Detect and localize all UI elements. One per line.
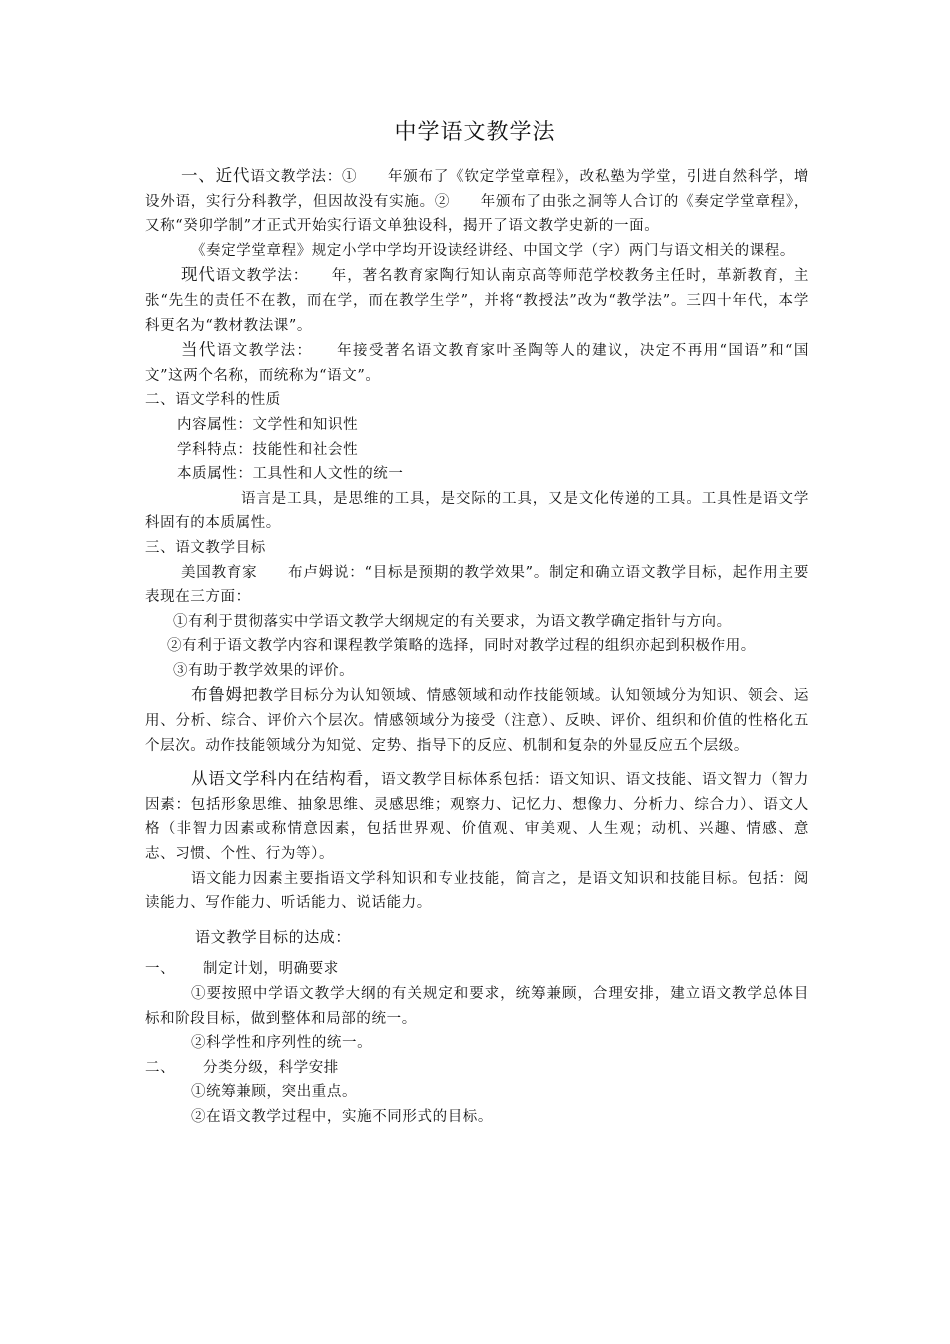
- list-item: ①有利于贯彻落实中学语文教学大纲规定的有关要求，为语文教学确定指针与方向。: [173, 613, 732, 630]
- list-item: ②科学性和序列性的统一。: [191, 1035, 373, 1052]
- paragraph-bloom-quote: 美国教育家 布卢姆说：“目标是预期的教学效果”。制定和确立语文教学目标，起作用主要表现在三方面：: [145, 564, 809, 606]
- paragraph-text: 语文教学目标体系包括：语文知识、语文技能、语文智力（智力因素：包括形象思维、抽象思维、灵感思维；观察力、记忆力、想像力、分析力、综合力）、语文人格（非智力因素或称情意因素，包括世界观、价值观、审美观、人生观；动机、兴趣、情感、意志、习惯、个性、行为等）。: [145, 772, 809, 863]
- paragraph-text: 语文教学法：① 年颁布了《钦定学堂章程》，改私塾为学堂，引进自然科学，增设外语，实行分科教学，但因故没有实施。② 年颁布了由张之洞等人合订的《奏定学堂章程》，又称“癸卯学制”才正式开始实行语文单独设科，揭开了语文教学史新的一面。: [145, 169, 809, 235]
- paragraph-contemporary: [145, 263, 809, 338]
- paragraph-text: 语文教学法： 年，著名教育家陶行知认南京高等师范学校教务主任时，革新教育，主张“先生的责任不在教，而在学，而在教学生学”，并将“教授法”改为“教学法”。三四十年代，本学科更名为“教材教法课”。: [145, 268, 809, 334]
- list-item: 内容属性：文学性和知识性: [177, 416, 359, 433]
- paragraph-zouding-charter: 《奏定学堂章程》规定小学中学均开设读经讲经、中国文学（字）两门与语文相关的课程。: [191, 242, 795, 259]
- list-item: ③有助于教学效果的评价。: [173, 662, 355, 679]
- step-number: 一、: [145, 961, 176, 978]
- list-item: ①统筹兼顾，突出重点。: [191, 1084, 358, 1101]
- section-heading-nature: 二、语文学科的性质: [145, 392, 281, 409]
- heading-achievement: 语文教学目标的达成：: [195, 927, 352, 946]
- document-title: 中学语文教学法: [394, 120, 556, 145]
- list-item: ②在语文教学过程中，实施不同形式的目标。: [191, 1108, 493, 1125]
- paragraph-lead: 从语文学科内在结构看，: [191, 769, 382, 789]
- step-heading: [145, 957, 809, 982]
- spacer: [145, 758, 809, 767]
- list-item: 学科特点：技能性和社会性: [177, 441, 359, 458]
- step-title: 分类分级，科学安排: [203, 1059, 339, 1076]
- paragraph-lead: 一、近代: [181, 166, 251, 185]
- step-title: 制定计划，明确要求: [203, 961, 339, 978]
- list-item: 本质属性：工具性和人文性的统一: [177, 466, 404, 483]
- paragraph-lead: 当代: [181, 340, 217, 360]
- paragraph-tool-nature: 语言是工具，是思维的工具，是交际的工具，又是文化传递的工具。工具性是语文学科固有的本质属性。: [145, 490, 809, 532]
- spacer: [145, 949, 809, 957]
- paragraph-lead: 布鲁姆: [191, 685, 243, 705]
- paragraph-bloom-domains: [145, 683, 809, 758]
- step-heading: [145, 1056, 809, 1081]
- section-heading-objectives: 三、语文教学目标: [145, 539, 266, 556]
- paragraph-current-era: [145, 338, 809, 388]
- paragraph-lead: 现代: [181, 265, 216, 285]
- document-body: [145, 164, 809, 1130]
- paragraph-text: 把教学目标分为认知领域、情感领域和动作技能领域。认知领域分为知识、领会、运用、分析、综合、评价六个层次。情感领域分为接受（注意）、反映、评价、组织和价值的性格化五个层次。动作技能领域分为知觉、定势、指导下的反应、机制和复杂的外显反应五个层级。: [145, 688, 809, 754]
- spacer: [145, 916, 809, 925]
- step-number: 二、: [145, 1059, 176, 1076]
- paragraph-modern-era: [145, 164, 809, 239]
- paragraph-ability: 语文能力因素主要指语文学科知识和专业技能，简言之，是语文知识和技能目标。包括：阅读能力、写作能力、听话能力、说话能力。: [145, 870, 809, 912]
- paragraph-text: 语文教学法： 年接受著名语文教育家叶圣陶等人的建议，决定不再用“国语”和“国文”这两个名称，而统称为“语文”。: [145, 343, 809, 384]
- paragraph-structure: [145, 767, 809, 866]
- list-item: ②有利于语文教学内容和课程教学策略的选择，同时对教学过程的组织亦起到积极作用。: [167, 638, 756, 655]
- list-item: ①要按照中学语文教学大纲的有关规定和要求，统筹兼顾，合理安排，建立语文教学总体目标和阶段目标，做到整体和局部的统一。: [145, 986, 809, 1027]
